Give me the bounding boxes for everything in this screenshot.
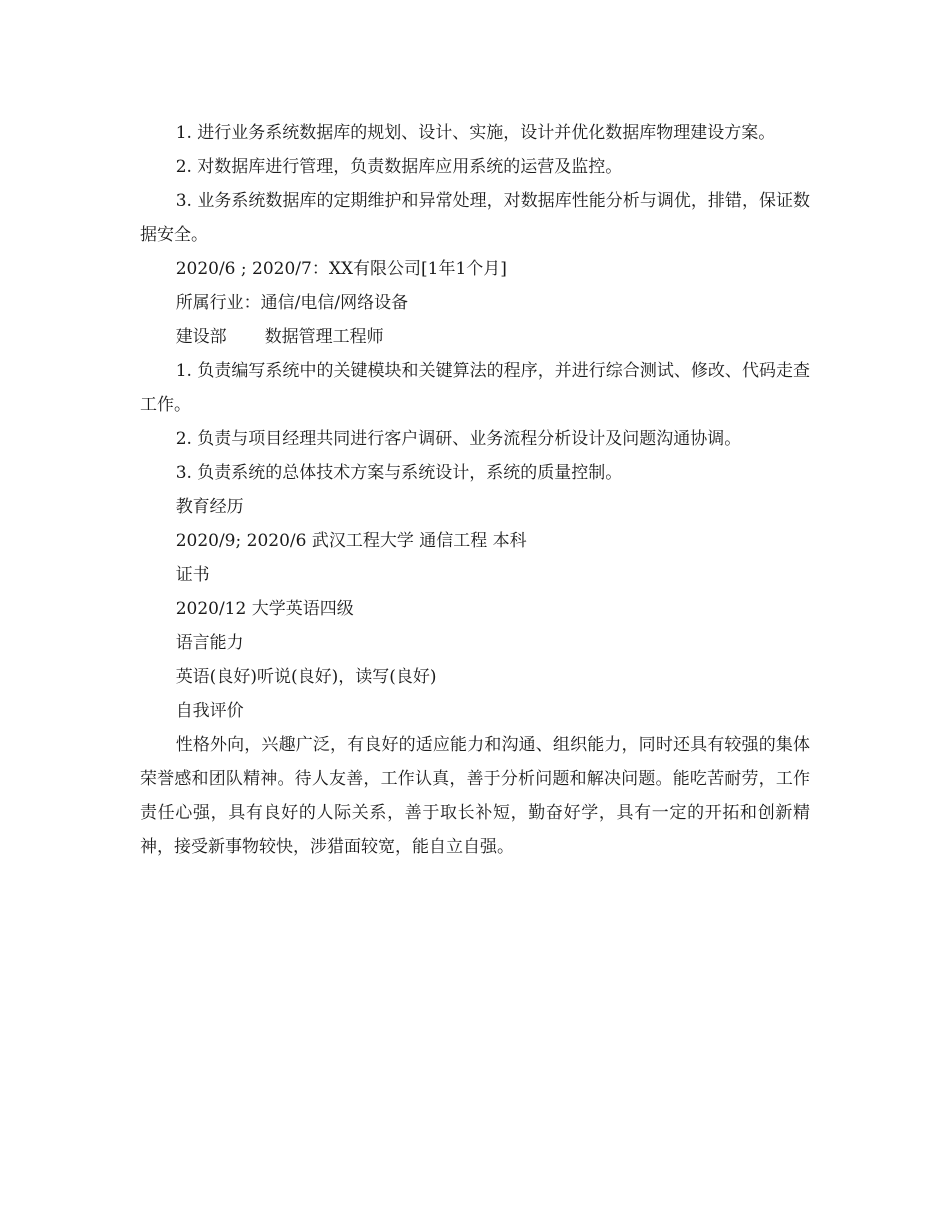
industry-line: 所属行业：通信/电信/网络设备 — [175, 293, 409, 313]
duty-item-2: 2. 对数据库进行管理，负责数据库应用系统的运营及监控。 — [175, 157, 623, 177]
language-entry: 英语(良好)听说(良好)，读写(良好) — [175, 667, 437, 687]
certificate-entry: 2020/12 大学英语四级 — [175, 599, 354, 619]
duty-item-1: 1. 进行业务系统数据库的规划、设计、实施，设计并优化数据库物理建设方案。 — [175, 123, 776, 143]
duty-item-6: 3. 负责系统的总体技术方案与系统设计，系统的质量控制。 — [175, 463, 623, 483]
education-entry: 2020/9; 2020/6 武汉工程大学 通信工程 本科 — [175, 531, 527, 551]
document-body — [140, 116, 810, 864]
section-heading-education: 教育经历 — [175, 497, 244, 517]
work-period: 2020/6 ; 2020/7：XX有限公司[1年1个月] — [175, 259, 507, 279]
duty-item-3: 3. 业务系统数据库的定期维护和异常处理，对数据库性能分析与调优，排错，保证数据安全。 — [140, 191, 810, 245]
position-line — [140, 320, 810, 354]
duty-item-5: 2. 负责与项目经理共同进行客户调研、业务流程分析设计及问题沟通协调。 — [175, 429, 742, 449]
job-title: 数据管理工程师 — [264, 327, 384, 347]
section-heading-language: 语言能力 — [175, 633, 244, 653]
self-evaluation-text: 性格外向，兴趣广泛，有良好的适应能力和沟通、组织能力，同时还具有较强的集体荣誉感和团队精神。待人友善，工作认真，善于分析问题和解决问题。能吃苦耐劳，工作责任心强，具有良好的人际关系，善于取长补短，勤奋好学，具有一定的开拓和创新精神，接受新事物较快，涉猎面较宽，能自立自强。 — [140, 735, 810, 857]
section-heading-self-evaluation: 自我评价 — [175, 701, 244, 721]
section-heading-certificates: 证书 — [175, 565, 210, 585]
duty-item-4: 1. 负责编写系统中的关键模块和关键算法的程序，并进行综合测试、修改、代码走查工作。 — [140, 361, 810, 415]
department: 建设部 — [175, 327, 227, 347]
